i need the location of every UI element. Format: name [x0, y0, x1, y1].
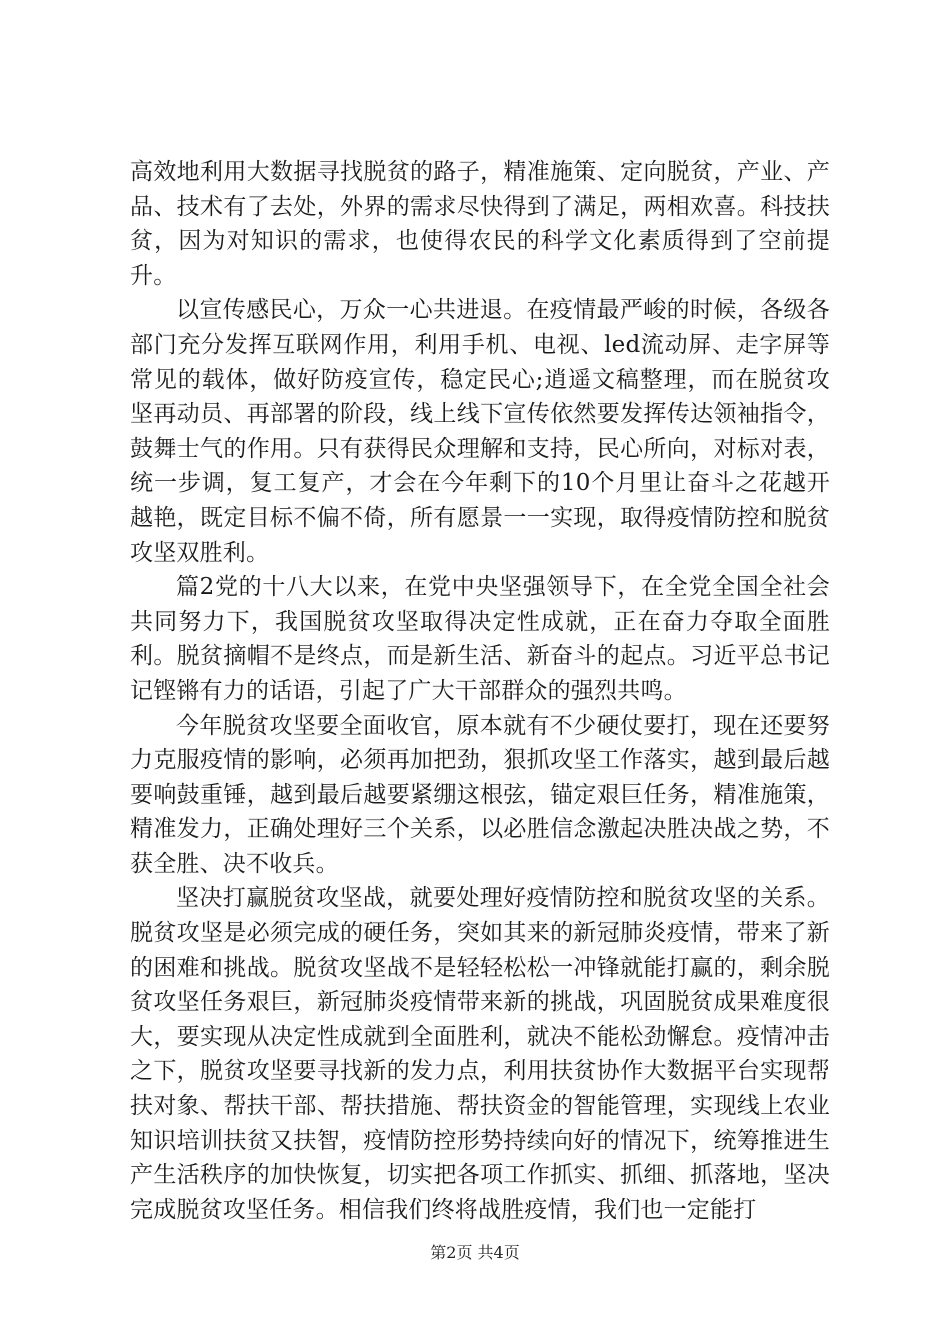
- paragraph: 篇2党的十八大以来，在党中央坚强领导下，在全党全国全社会共同努力下，我国脱贫攻坚取得决定性成就，正在奋力夺取全面胜利。脱贫摘帽不是终点，而是新生活、新奋斗的起点。习近平总书记记铿锵有力的话语，引起了广大干部群众的强烈共鸣。: [130, 574, 830, 704]
- page-footer: 第2页 共4页: [430, 1243, 520, 1262]
- paragraph: 坚决打赢脱贫攻坚战，就要处理好疫情防控和脱贫攻坚的关系。脱贫攻坚是必须完成的硬任务，突如其来的新冠肺炎疫情，带来了新的困难和挑战。脱贫攻坚战不是轻轻松松一冲锋就能打赢的，剩余脱贫攻坚任务艰巨，新冠肺炎疫情带来新的挑战，巩固脱贫成果难度很大，要实现从决定性成就到全面胜利，就决不能松劲懈怠。疫情冲击之下，脱贫攻坚要寻找新的发力点，利用扶贫协作大数据平台实现帮扶对象、帮扶干部、帮扶措施、帮扶资金的智能管理，实现线上农业知识培训扶贫又扶智，疫情防控形势持续向好的情况下，统筹推进生产生活秩序的加快恢复，切实把各项工作抓实、抓细、抓落地，坚决完成脱贫攻坚任务。相信我们终将战胜疫情，我们也一定能打: [130, 885, 830, 1223]
- paragraph: 高效地利用大数据寻找脱贫的路子，精准施策、定向脱贫，产业、产品、技术有了去处，外界的需求尽快得到了满足，两相欢喜。科技扶贫，因为对知识的需求，也使得农民的科学文化素质得到了空前提升。: [130, 159, 830, 289]
- paragraph: 今年脱贫攻坚要全面收官，原本就有不少硬仗要打，现在还要努力克服疫情的影响，必须再加把劲，狠抓攻坚工作落实，越到最后越要响鼓重锤，越到最后越要紧绷这根弦，锚定艰巨任务，精准施策，精准发力，正确处理好三个关系，以必胜信念激起决胜决战之势，不获全胜、决不收兵。: [130, 712, 830, 877]
- paragraph: 以宣传感民心，万众一心共进退。在疫情最严峻的时候，各级各部门充分发挥互联网作用，利用手机、电视、led流动屏、走字屏等常见的载体，做好防疫宣传，稳定民心;逍遥文稿整理，而在脱贫攻坚再动员、再部署的阶段，线上线下宣传依然要发挥传达领袖指令，鼓舞士气的作用。只有获得民众理解和支持，民心所向，对标对表，统一步调，复工复产，才会在今年剩下的10个月里让奋斗之花越开越艳，既定目标不偏不倚，所有愿景一一实现，取得疫情防控和脱贫攻坚双胜利。: [130, 297, 830, 566]
- document-body: [130, 155, 830, 1227]
